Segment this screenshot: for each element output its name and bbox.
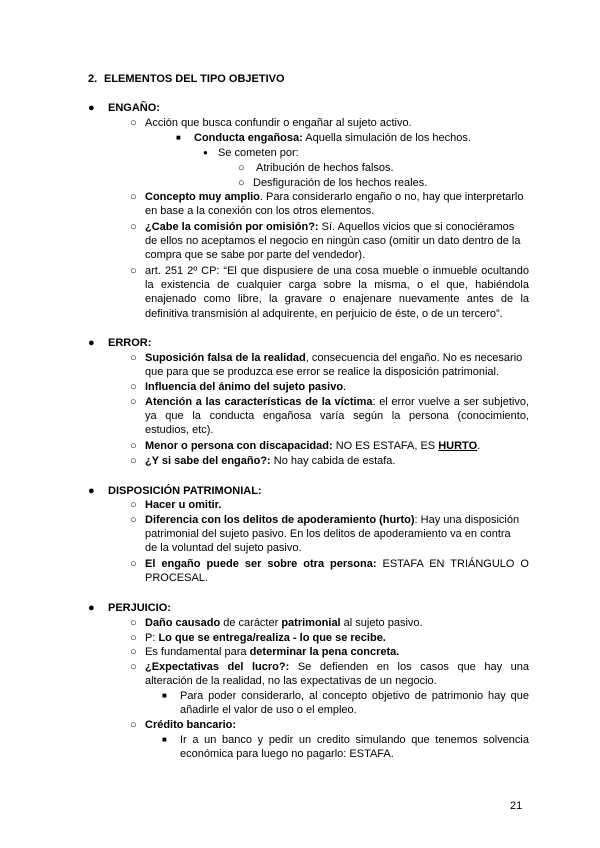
desfiguracion: Desfiguración de los hechos reales. — [253, 177, 428, 189]
circle-bullet-icon: ○ — [130, 558, 137, 570]
circle-bullet-icon: ○ — [130, 396, 137, 408]
circle-bullet-icon: ○ — [130, 617, 137, 629]
atencion-victima: Atención a las características de la víctima: el error vuelve a ser subjetivo, ya que la conducta engañosa varía según la persona (conocimiento, estudios, etc). — [145, 396, 529, 437]
articulo-251: art. 251 2º CP: “El que dispusiere de una cosa mueble o inmueble ocultando la existencia de cualquier carga sobre la misma, o el que, habiéndola enajenado como libre, la gravare o enajenare nuevamente antes de la definitiva transmisión al adquirente, en perjuicio de éste, o de un tercero”. — [145, 265, 529, 320]
ir-a-un-banco: Ir a un banco y pedir un credito simulando que tenemos solvencia económica para luego no pagarlo: ESTAFA. — [180, 734, 529, 761]
dot-bullet-icon: ● — [203, 148, 208, 157]
diferencia-apoderamiento: Diferencia con los delitos de apoderamiento (hurto): Hay una disposición patrimonial del sujeto pasivo. En los delitos de apoderamiento va en contra de la voluntad del sujeto pasivo. — [145, 514, 520, 555]
circle-bullet-icon: ○ — [238, 162, 245, 174]
hacer-omitir: Hacer u omitir. — [145, 499, 222, 511]
engano-item-1: Acción que busca confundir o engañar al sujeto activo. — [145, 117, 412, 129]
circle-bullet-icon: ○ — [130, 499, 137, 511]
comision-omision: ¿Cabe la comisión por omisión?: Sí. Aquellos vicios que si conociéramos de ellos no aceptamos el negocio en ningún caso (omitir un dato dentro de la compra que se sabe por parte del vendedor). — [145, 221, 521, 262]
circle-bullet-icon: ○ — [130, 719, 137, 731]
menor-discapacidad: Menor o persona con discapacidad: NO ES ESTAFA, ES HURTO. — [145, 440, 481, 452]
atribucion: Atribución de hechos falsos. — [256, 162, 394, 174]
p-formula: P: Lo que se entrega/realiza - lo que se recibe. — [145, 632, 386, 644]
circle-bullet-icon: ○ — [130, 221, 137, 233]
conducta-enganosa: Conducta engañosa: Aquella simulación de los hechos. — [194, 132, 471, 144]
suposicion-falsa: Suposición falsa de la realidad, consecuencia del engaño. No es necesario que para que se produzca ese error se realice la disposición patrimonial. — [145, 352, 523, 379]
circle-bullet-icon: ○ — [130, 455, 137, 467]
se-cometen: Se cometen por: — [218, 147, 299, 159]
heading-disposicion: ● DISPOSICIÓN PATRIMONIAL: — [88, 485, 262, 497]
circle-bullet-icon: ○ — [130, 381, 137, 393]
circle-bullet-icon: ○ — [130, 191, 137, 203]
engano-otra-persona: El engaño puede ser sobre otra persona: ESTAFA EN TRIÁNGULO O PROCESAL. — [145, 558, 529, 585]
circle-bullet-icon: ○ — [130, 265, 137, 277]
circle-bullet-icon: ○ — [238, 177, 245, 189]
square-bullet-icon: ■ — [162, 691, 167, 700]
page-number: 21 — [510, 800, 523, 812]
circle-bullet-icon: ○ — [130, 646, 137, 658]
circle-bullet-icon: ○ — [130, 661, 137, 673]
heading-error: ● ERROR: — [88, 337, 152, 349]
expectativas-lucro: ¿Expectativas del lucro?: Se defienden en los casos que hay una alteración de la realidad, no las expectativas de un negocio. — [145, 661, 530, 688]
circle-bullet-icon: ○ — [130, 440, 137, 452]
section-title: 2. ELEMENTOS DEL TIPO OBJETIVO — [88, 73, 285, 85]
fundamental-pena: Es fundamental para determinar la pena concreta. — [145, 646, 400, 658]
heading-perjuicio: ● PERJUICIO: — [88, 602, 171, 614]
concepto-amplio: Concepto muy amplio. Para considerarlo engaño o no, hay que interpretarlo en base a la conexión con los otros elementos. — [145, 191, 524, 218]
square-bullet-icon: ■ — [176, 133, 181, 142]
circle-bullet-icon: ○ — [130, 352, 137, 364]
dano-causado: Daño causado de carácter patrimonial al sujeto pasivo. — [145, 617, 423, 629]
circle-bullet-icon: ○ — [130, 117, 137, 129]
square-bullet-icon: ■ — [162, 735, 167, 744]
influencia-animo: Influencia del ánimo del sujeto pasivo. — [145, 381, 347, 393]
sabe-engano: ¿Y si sabe del engaño?: No hay cabida de estafa. — [145, 455, 396, 467]
para-considerarlo: Para poder considerarlo, al concepto objetivo de patrimonio hay que añadirle el valor de uso o el empleo. — [180, 690, 529, 717]
heading-engano: ● ENGAÑO: — [88, 102, 160, 114]
circle-bullet-icon: ○ — [130, 632, 137, 644]
circle-bullet-icon: ○ — [130, 514, 137, 526]
credito-bancario: Crédito bancario: — [145, 719, 237, 731]
